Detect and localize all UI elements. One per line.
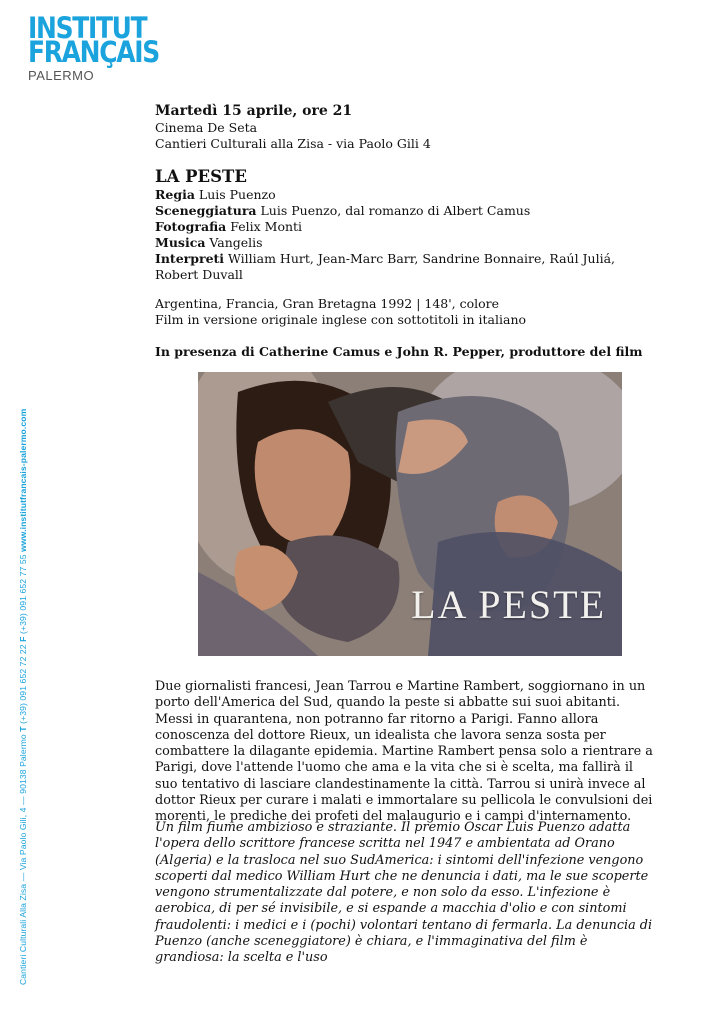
credit-value: Luis Puenzo (194, 187, 276, 202)
credit-label: Fotografia (155, 219, 227, 234)
credit-value: Vangelis (205, 235, 263, 250)
institut-francais-logo (28, 11, 180, 83)
event-date: Martedì 15 aprile, ore 21 (155, 103, 353, 119)
event-address: Cantieri Culturali alla Zisa - via Paolo Gili 4 (155, 136, 431, 151)
credit-sceneggiatura (155, 203, 655, 219)
sidebar-fax-label: F (18, 636, 28, 642)
guest-presence: In presenza di Catherine Camus e John R. Pepper, produttore del film (155, 344, 643, 359)
film-info-language: Film in versione originale inglese con sottotitoli in italiano (155, 312, 527, 327)
logo-line-2: FRANÇAIS (28, 35, 159, 69)
film-title: LA PESTE (155, 167, 247, 186)
credit-musica (155, 235, 655, 251)
event-info (155, 102, 655, 360)
logo-line-1: INSTITUT (28, 11, 147, 45)
poster-title: LA PESTE (411, 582, 606, 627)
credit-value: Luis Puenzo, dal romanzo di Albert Camus (256, 203, 531, 218)
film-synopsis: Due giornalisti francesi, Jean Tarrou e Martine Rambert, soggiornano in un porto dell'America del Sud, quando la peste si abbatte sui suoi abitanti. Messi in quarantena, non potranno far ritorno a Parigi. Fanno allora conoscenza del dottore Rieux, un idealista che lavora senza sosta per combattere la dilagante epidemia. Martine Rambert pensa solo a rientrare a Parigi, dove l'attende l'uomo che ama e la vita che si è scelta, ma fallirà il suo tentativo di lasciare clandestinamente la città. Tarrou si unirà invece al dottor Rieux per curare i malati e immortalare su pellicola le convulsioni dei morenti, le prediche dei profeti del malaugurio e i campi d'internamento. (155, 679, 653, 825)
logo-city: PALERMO (28, 68, 95, 83)
sidebar-phone: (+39) 091 652 72 22 (18, 641, 28, 727)
credit-fotografia (155, 219, 655, 235)
film-info-production: Argentina, Francia, Gran Bretagna 1992 | 148', colore (155, 296, 500, 311)
credit-regia (155, 187, 655, 203)
credit-label: Interpreti (155, 251, 225, 266)
sidebar-contact (18, 409, 28, 985)
film-poster-image (198, 372, 622, 656)
credit-label: Regia (155, 187, 195, 202)
credit-interpreti (155, 251, 655, 283)
film-review: Un film fiume ambizioso e straziante. Il premio Oscar Luis Puenzo adatta l'opera dello scrittore francese scritta nel 1947 e ambientata ad Orano (Algeria) e la trasloca nel suo SudAmerica: i sintomi dell'infezione vengono scoperti dal medico William Hurt che ne denuncia i dati, ma le sue scoperte vengono strumentalizzate dal potere, e non solo da esso. L'infezione è aerobica, di per sé invisibile, e si espande a macchia d'olio e con sintomi fraudolenti: i medici e i (pochi) volontari tentano di fermarla. La denuncia di Puenzo (anche sceneggiatore) è chiara, e l'immaginativa del film è grandiosa: la scelta e l'uso (155, 820, 653, 966)
credit-label: Musica (155, 235, 206, 250)
credit-value: William Hurt, Jean-Marc Barr, Sandrine Bonnaire, Raúl Juliá, Robert Duvall (155, 251, 616, 282)
sidebar-website-link[interactable]: www.institutfrancais-palermo.com (18, 408, 28, 552)
sidebar-address: Cantieri Culturali Alla Zisa — Via Paolo Gili, 4 — 90138 Palermo (18, 731, 28, 985)
credit-value: Felix Monti (226, 219, 303, 234)
sidebar-phone-label: T (18, 726, 28, 732)
sidebar-fax: (+39) 091 652 77 55 (18, 551, 28, 637)
event-venue: Cinema De Seta (155, 120, 258, 135)
credit-label: Sceneggiatura (155, 203, 257, 218)
